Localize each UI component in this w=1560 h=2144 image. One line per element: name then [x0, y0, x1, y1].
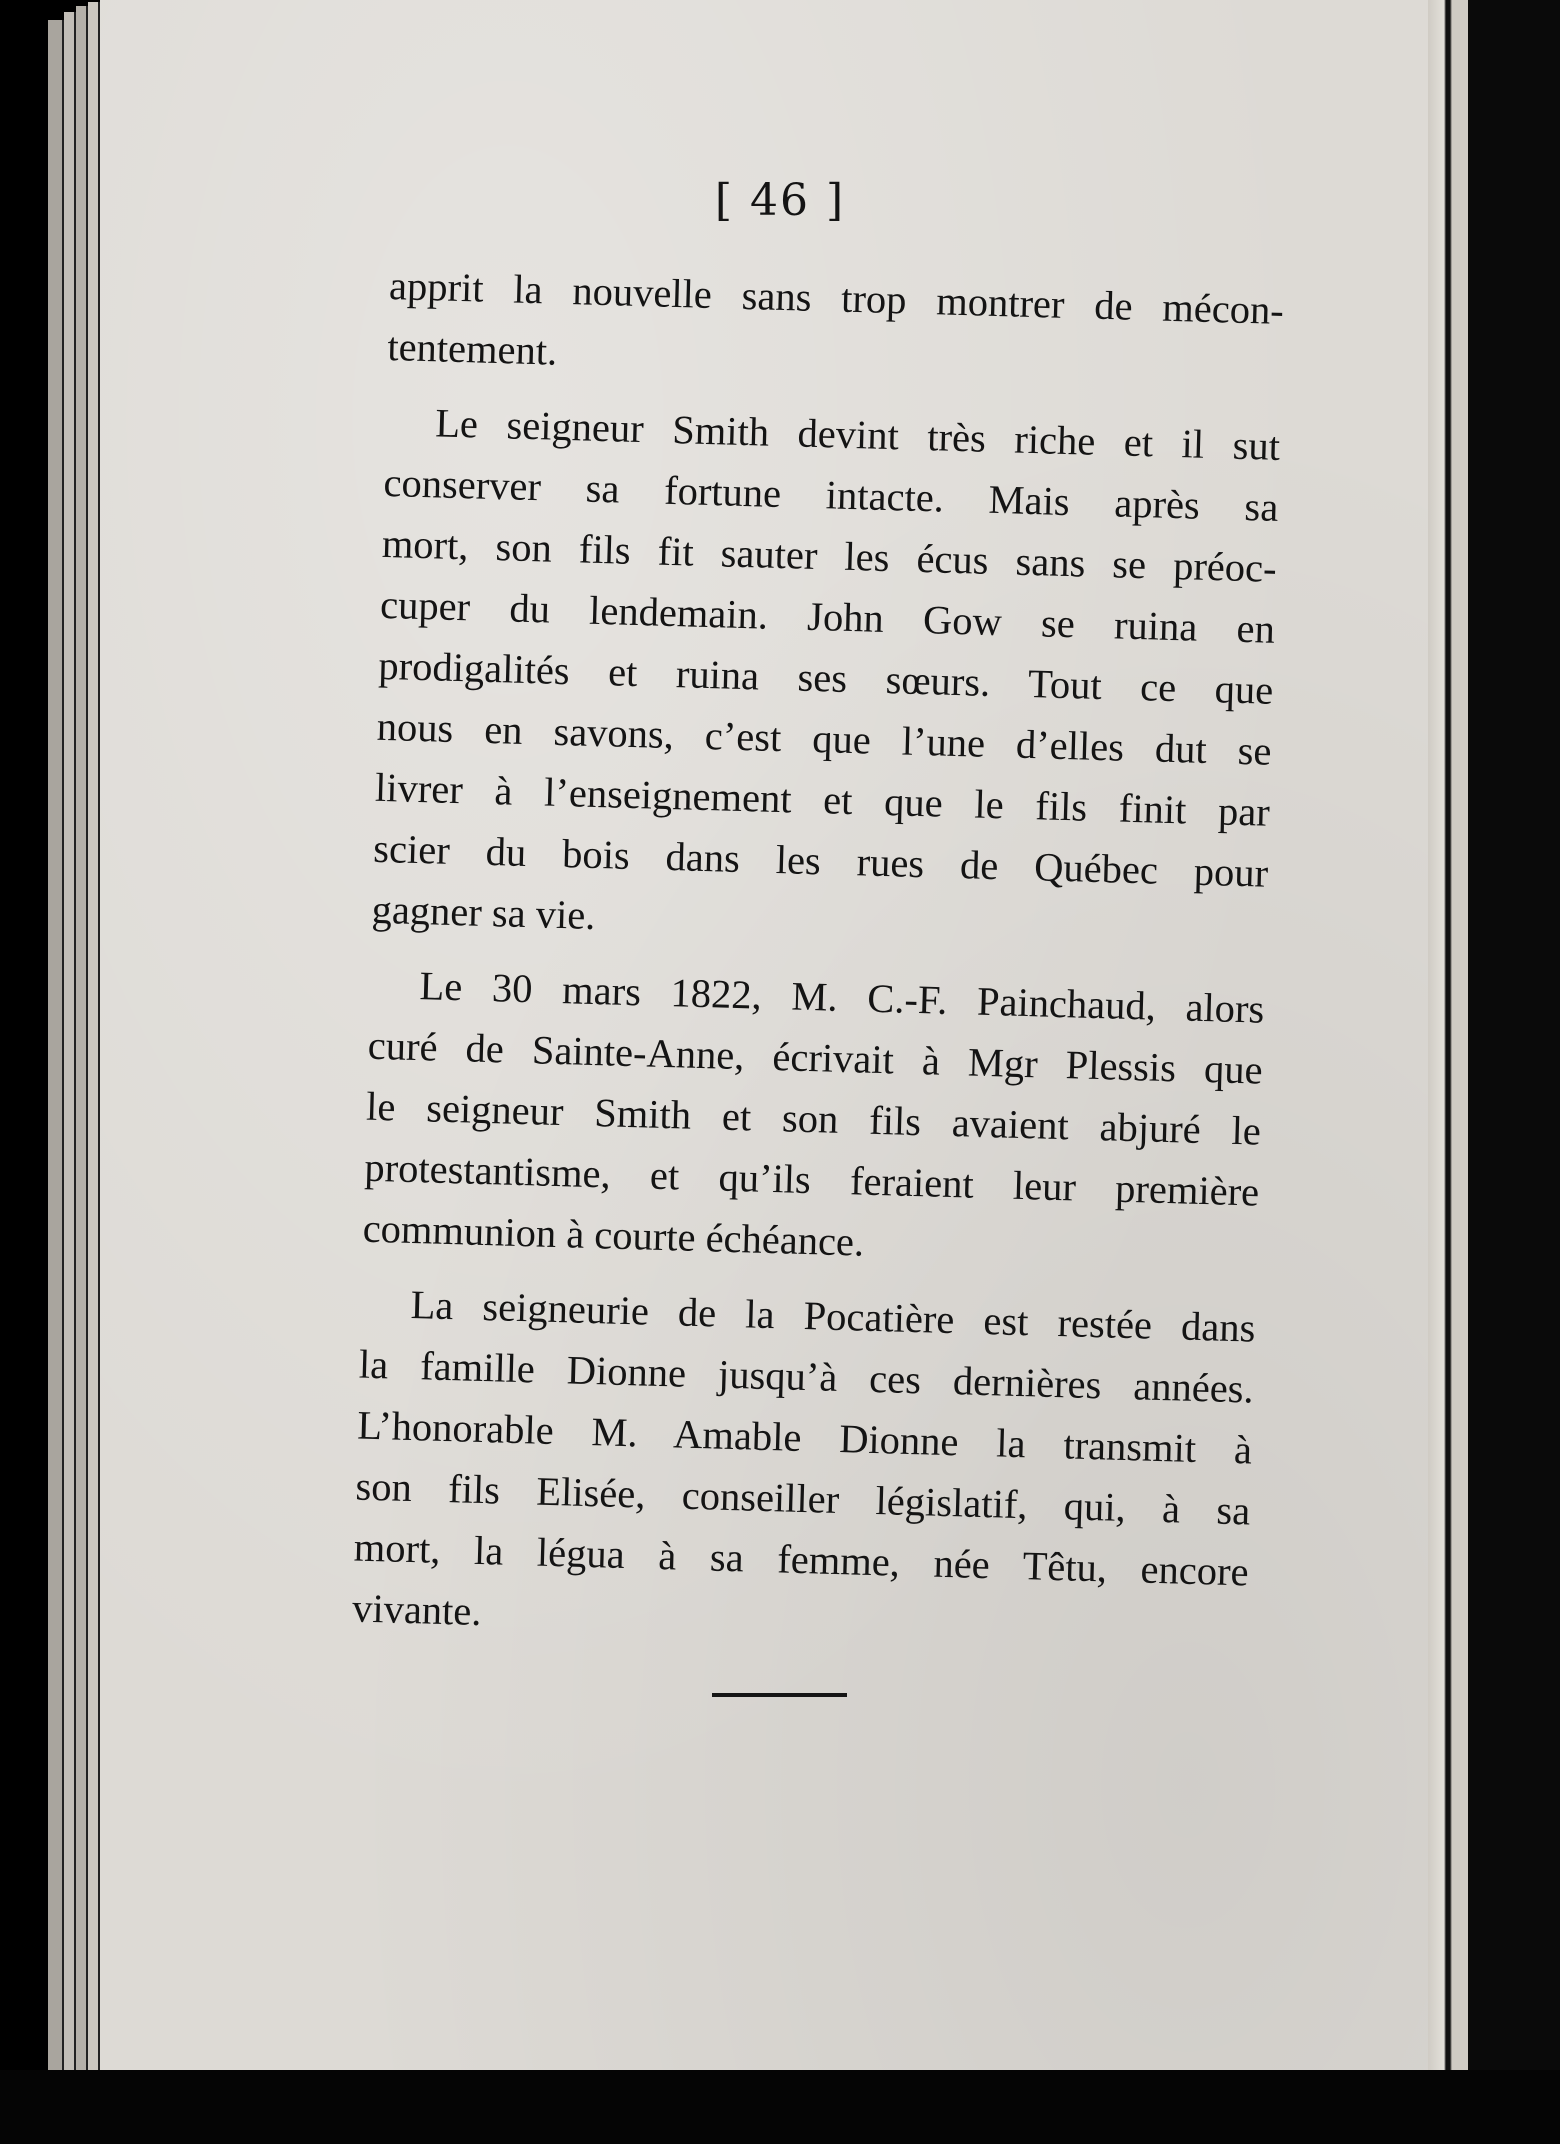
- text-line: son fils Elisée, conseiller législatif, qui, à sa: [354, 1463, 1251, 1534]
- page-edge: [88, 2, 100, 2072]
- page-edge: [48, 20, 64, 2080]
- text-line: cuper du lendemain. John Gow se ruina en: [379, 581, 1276, 652]
- text-line: le seigneur Smith et son fils avaient abjuré le: [365, 1083, 1262, 1154]
- page-binding: [1428, 0, 1468, 2144]
- text-line: scier du bois dans les rues de Québec pour: [372, 825, 1269, 896]
- text-line: Le 30 mars 1822, M. C.-F. Painchaud, alors: [418, 963, 1265, 1032]
- text-line: mort, la légua à sa femme, née Têtu, encore: [353, 1524, 1250, 1595]
- text-line: la famille Dionne jusqu’à ces dernières années.: [358, 1341, 1255, 1412]
- text-line: protestantisme, et qu’ils feraient leur première: [363, 1144, 1260, 1215]
- end-rule: [712, 1693, 847, 1697]
- page-number: [ 46 ]: [714, 175, 846, 226]
- text-line: conserver sa fortune intacte. Mais après sa: [383, 459, 1279, 530]
- page-edge: [76, 6, 88, 2076]
- scan-margin-right: [1468, 0, 1560, 2144]
- page-edge: [64, 12, 76, 2072]
- text-line: vivante.: [351, 1585, 483, 1635]
- text-line: apprit la nouvelle sans trop montrer de mécon-: [388, 262, 1285, 333]
- body-text: [351, 255, 1284, 1663]
- text-line: La seigneurie de la Pocatière est restée dans: [410, 1281, 1257, 1351]
- scan-margin-bottom: [0, 2070, 1560, 2144]
- text-line: livrer à l’enseignement et que le fils finit par: [374, 764, 1271, 835]
- text-line: curé de Sainte-Anne, écrivait à Mgr Plessis que: [367, 1022, 1264, 1093]
- text-line: gagner sa vie.: [371, 886, 597, 938]
- text-line: Le seigneur Smith devint très riche et il sut: [434, 400, 1281, 469]
- text-line: L’honorable M. Amable Dionne la transmit à: [356, 1402, 1253, 1473]
- text-line: communion à courte échéance.: [362, 1205, 865, 1265]
- text-line: nous en savons, c’est que l’une d’elles dut se: [376, 703, 1273, 774]
- text-line: tentement.: [386, 323, 558, 374]
- text-line: mort, son fils fit sauter les écus sans se préoc-: [381, 520, 1278, 591]
- text-line: prodigalités et ruina ses sœurs. Tout ce que: [377, 642, 1274, 713]
